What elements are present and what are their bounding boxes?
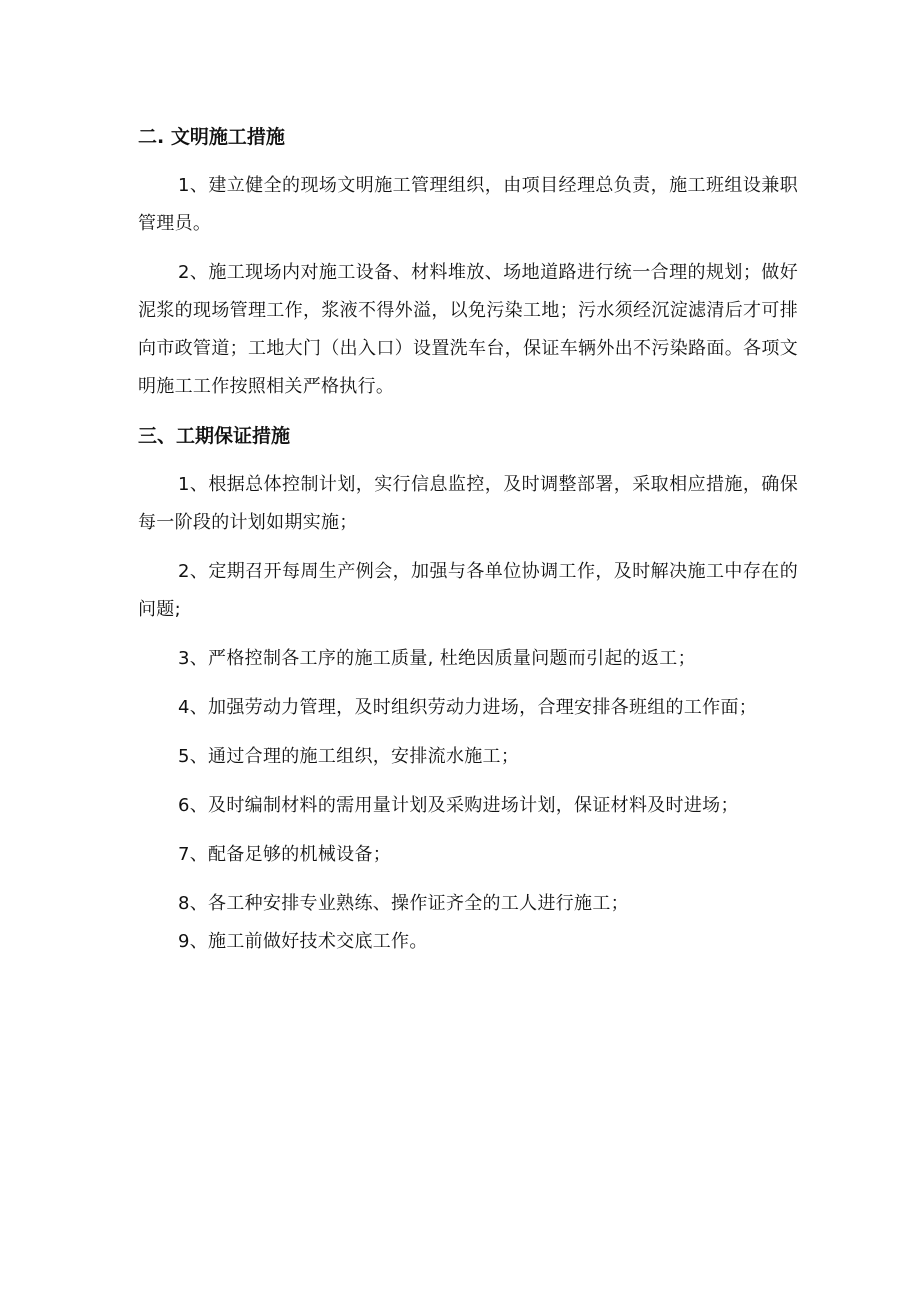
document-body xyxy=(138,118,798,972)
section-heading-schedule-guarantee: 三、工期保证措施 xyxy=(138,425,291,447)
list-item: 3、严格控制各工序的施工质量, 杜绝因质量问题而引起的返工； xyxy=(178,648,696,669)
list-item: 1、根据总体控制计划，实行信息监控，及时调整部署，采取相应措施，确保每一阶段的计划如期实施； xyxy=(138,474,798,533)
paragraph: 2、施工现场内对施工设备、材料堆放、场地道路进行统一合理的规划；做好泥浆的现场管理工作，浆液不得外溢，以免污染工地；污水须经沉淀滤清后才可排向市政管道；工地大门（出入口）设置洗车台，保证车辆外出不污染路面。各项文明施工工作按照相关严格执行。 xyxy=(138,262,798,397)
list-item: 5、通过合理的施工组织，安排流水施工； xyxy=(178,746,520,767)
section-heading-civilized-construction: 二. 文明施工措施 xyxy=(138,126,285,148)
list-item: 9、施工前做好技术交底工作。 xyxy=(178,931,428,952)
list-item: 7、配备足够的机械设备； xyxy=(178,844,392,865)
list-item: 4、加强劳动力管理，及时组织劳动力进场，合理安排各班组的工作面； xyxy=(178,697,758,718)
list-item: 8、各工种安排专业熟练、操作证齐全的工人进行施工； xyxy=(178,893,629,914)
paragraph: 1、建立健全的现场文明施工管理组织，由项目经理总负责，施工班组设兼职管理员。 xyxy=(138,175,798,234)
list-item: 2、定期召开每周生产例会，加强与各单位协调工作，及时解决施工中存在的问题; xyxy=(138,561,798,620)
list-item: 6、及时编制材料的需用量计划及采购进场计划，保证材料及时进场； xyxy=(178,795,739,816)
